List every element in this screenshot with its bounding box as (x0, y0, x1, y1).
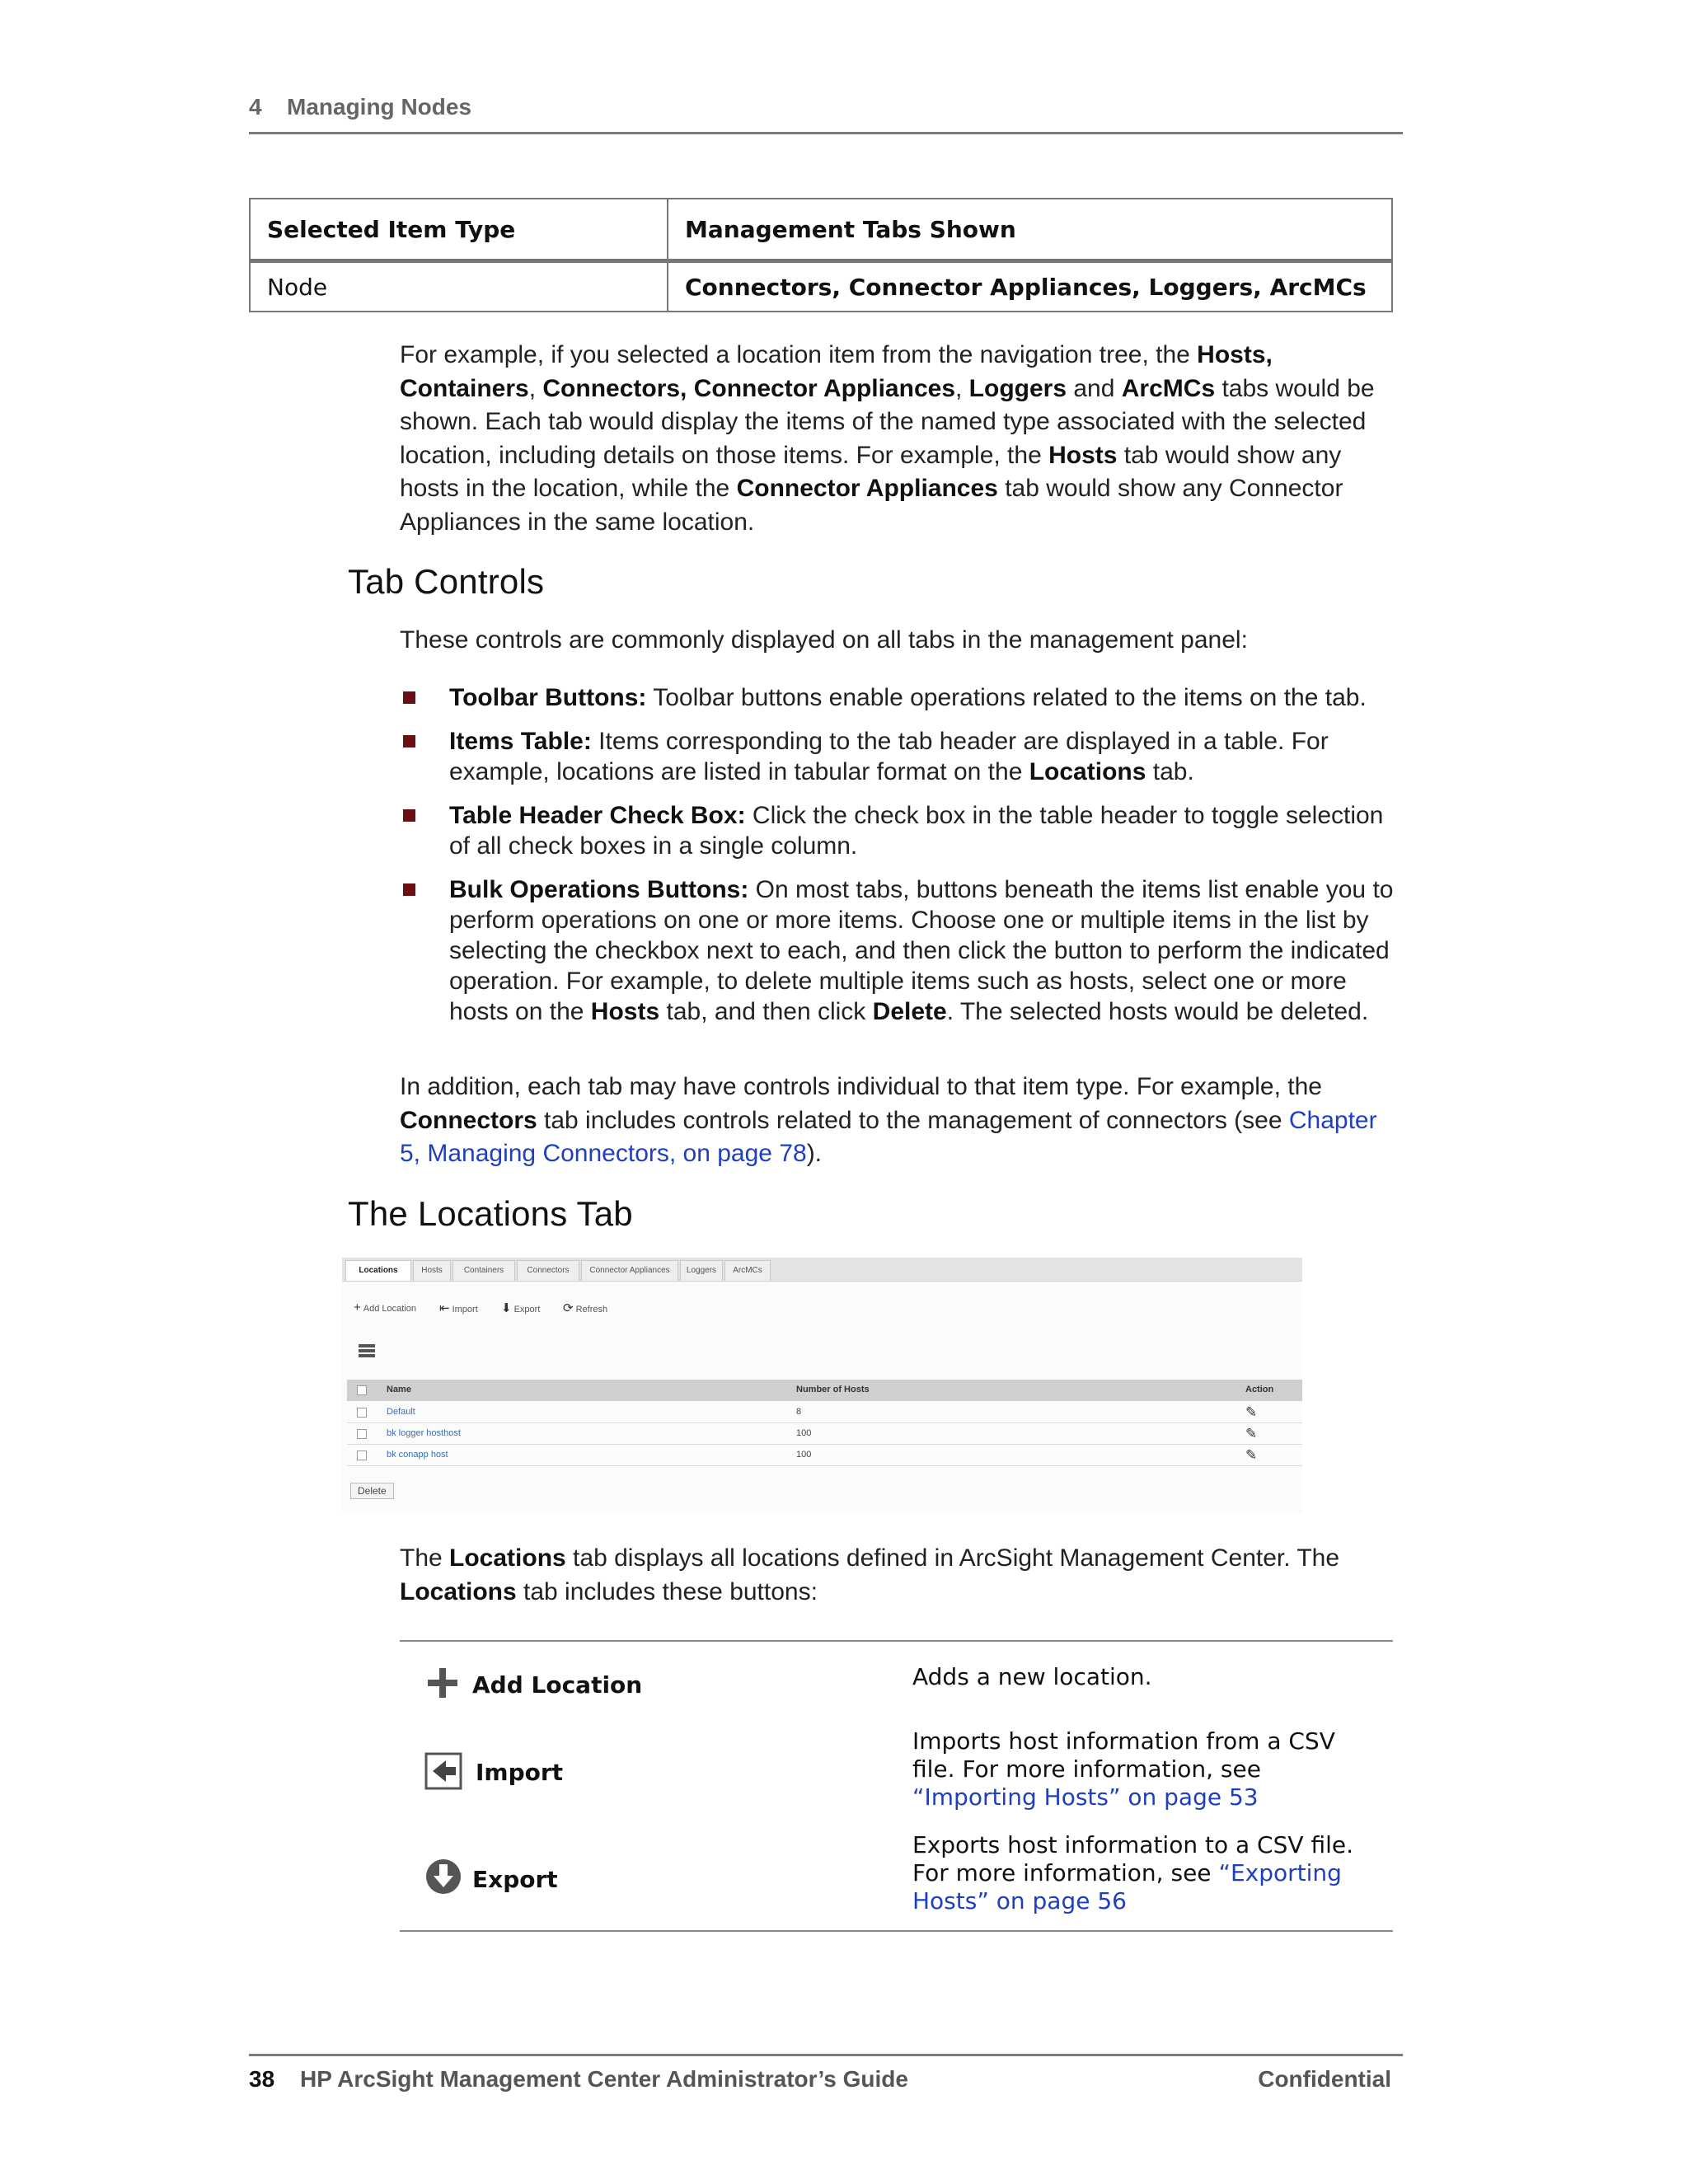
list-item: Bulk Operations Buttons: On most tabs, buttons beneath the items list enable you to perform operations on one or more items. Choose one or multiple items in the list by selecting the checkbox next to each, and then click the button to perform the indicated operation. For example, to delete multiple items such as hosts, select one or more hosts on the Hosts tab, and then click Delete. The selected hosts would be deleted. (400, 874, 1397, 1027)
table-cell: Connectors, Connector Appliances, Loggers, ArcMCs (668, 261, 1392, 312)
export-icon: ⬇ (501, 1301, 512, 1315)
tab-connectors[interactable]: Connectors (517, 1260, 579, 1281)
exporting-hosts-link[interactable]: “Exporting Hosts” on page 56 (912, 1859, 1342, 1915)
column-action: Action (1245, 1385, 1274, 1394)
list-view-icon[interactable] (359, 1344, 375, 1357)
plus-icon: + (354, 1301, 361, 1315)
tab-loggers[interactable]: Loggers (680, 1260, 723, 1281)
list-item: Toolbar Buttons: Toolbar buttons enable operations related to the items on the tab. (400, 682, 1397, 713)
table-row (250, 261, 1392, 312)
row-checkbox[interactable] (357, 1451, 367, 1460)
guide-title: HP ArcSight Management Center Administrator’s Guide (300, 2066, 908, 2092)
host-count: 100 (796, 1428, 812, 1438)
row-checkbox[interactable] (357, 1408, 367, 1418)
import-icon (424, 1752, 462, 1790)
bullet-list (400, 682, 1397, 1040)
intro-paragraph: For example, if you selected a location item from the navigation tree, the Hosts, Containers, Connectors, Connector Appliances, Loggers and ArcMCs tabs would be shown. Each tab would display the items of the named type associated with the selected location, including details on those items. For example, the Hosts tab would show any hosts in the location, while the Connector Appliances tab would show any Connector Appliances in the same location. (400, 341, 1375, 536)
column-number-of-hosts: Number of Hosts (796, 1385, 870, 1394)
list-item: Table Header Check Box: Click the check box in the table header to toggle selection of all check boxes in a single column. (400, 800, 1397, 861)
section-heading: Tab Controls (348, 562, 545, 601)
host-count: 8 (796, 1407, 802, 1417)
export-button[interactable]: ⬇ Export (501, 1301, 541, 1315)
host-count: 100 (796, 1450, 812, 1460)
locations-screenshot (342, 1258, 1302, 1513)
tab-connector-appliances[interactable]: Connector Appliances (581, 1260, 678, 1281)
bullet-square-icon (403, 809, 415, 822)
list-item: Items Table: Items corresponding to the tab header are displayed in a table. For example, locations are listed in tabular format on the Locations tab. (400, 726, 1397, 787)
importing-hosts-link[interactable]: “Importing Hosts” on page 53 (912, 1783, 1259, 1811)
tab-hosts[interactable]: Hosts (413, 1260, 451, 1281)
table-row (347, 1445, 1302, 1466)
export-label: Export (472, 1866, 558, 1893)
chapter-link[interactable]: Chapter 5, Managing Connectors, on page 78 (400, 1106, 1377, 1167)
buttons-table (400, 1640, 1393, 1932)
page-header (249, 92, 1403, 134)
tab-containers[interactable]: Containers (452, 1260, 515, 1281)
table-header-cell: Selected Item Type (250, 199, 668, 261)
column-name: Name (387, 1385, 411, 1394)
addition-paragraph: In addition, each tab may have controls individual to that item type. For example, the Connectors tab includes controls related to the management of connectors (see Chapter 5, Managing Connectors, on page 78). (400, 1073, 1377, 1167)
add-location-desc: Adds a new location. (912, 1663, 1152, 1690)
locations-description: The Locations tab displays all locations defined in ArcSight Management Center. The Locations tab includes these buttons: (400, 1544, 1340, 1605)
import-label: Import (476, 1759, 564, 1786)
import-desc: Imports host information from a CSV file. For more information, see “Importing Hosts” on page 53 (912, 1727, 1335, 1811)
bullet-square-icon (403, 735, 415, 748)
location-name-link[interactable]: bk conapp host (387, 1450, 448, 1460)
table-row (347, 1402, 1302, 1423)
page-footer (249, 2054, 1403, 2097)
plus-icon (426, 1666, 459, 1699)
table-header (347, 1380, 1302, 1401)
tab-arcmcs[interactable]: ArcMCs (724, 1260, 771, 1281)
location-name-link[interactable]: bk logger hosthost (387, 1428, 461, 1438)
refresh-icon: ⟳ (563, 1301, 574, 1315)
table-row (347, 1423, 1302, 1445)
tab-locations[interactable]: Locations (345, 1260, 411, 1281)
refresh-button[interactable]: ⟳ Refresh (563, 1301, 608, 1315)
export-desc: Exports host information to a CSV file. For more information, see “Exporting Hosts” on page 56 (912, 1831, 1353, 1915)
add-location-button[interactable]: + Add Location (354, 1301, 416, 1315)
edit-pencil-icon[interactable]: ✎ (1245, 1447, 1258, 1463)
import-button[interactable]: ⇤ Import (439, 1301, 478, 1315)
bullet-square-icon (403, 691, 415, 704)
row-checkbox[interactable] (357, 1429, 367, 1439)
delete-button[interactable]: Delete (350, 1483, 394, 1499)
chapter-number: 4 (249, 94, 262, 120)
bullet-square-icon (403, 883, 415, 896)
section-heading: The Locations Tab (348, 1194, 633, 1233)
export-icon (424, 1858, 462, 1896)
chapter-title: Managing Nodes (287, 94, 472, 120)
confidential-label: Confidential (1258, 2066, 1391, 2092)
tab-bar (342, 1258, 1302, 1282)
edit-pencil-icon[interactable]: ✎ (1245, 1404, 1258, 1420)
table-cell: Node (250, 261, 668, 312)
location-name-link[interactable]: Default (387, 1407, 415, 1417)
edit-pencil-icon[interactable]: ✎ (1245, 1426, 1258, 1441)
item-type-table (249, 198, 1393, 312)
tab-controls-intro: These controls are commonly displayed on all tabs in the management panel: (400, 626, 1248, 654)
page-number: 38 (249, 2066, 275, 2092)
add-location-label: Add Location (472, 1671, 643, 1699)
table-header-cell: Management Tabs Shown (668, 199, 1392, 261)
import-icon: ⇤ (439, 1301, 450, 1315)
header-checkbox[interactable] (357, 1385, 367, 1395)
